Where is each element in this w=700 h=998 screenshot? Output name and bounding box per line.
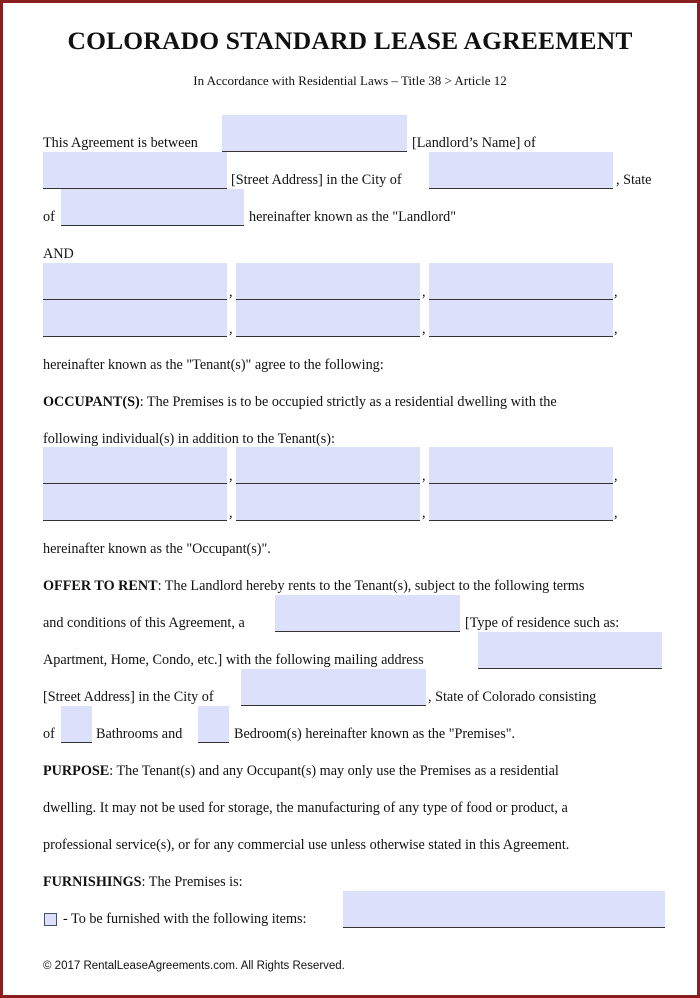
purpose-paragraph	[43, 762, 559, 780]
comma: ,	[422, 505, 426, 521]
state-text: , State	[616, 172, 652, 188]
landlord-name-label: [Landlord’s Name] of	[412, 135, 536, 151]
comma: ,	[614, 284, 618, 300]
purpose-text: : The Tenant(s) and any Occupant(s) may only use the Premises as a residential	[109, 763, 559, 779]
furnishings-heading: FURNISHINGS	[43, 874, 142, 890]
furnished-checkbox[interactable]	[44, 913, 57, 926]
document-title: COLORADO STANDARD LEASE AGREEMENT	[67, 26, 633, 55]
purpose-text-3: professional service(s), or for any commercial use unless otherwise stated in this Agreement.	[43, 837, 570, 853]
bathrooms-field[interactable]	[61, 706, 92, 743]
premises-city-field[interactable]	[241, 669, 426, 706]
copyright-footer: © 2017 RentalLeaseAgreements.com. All Rights Reserved.	[43, 960, 345, 972]
tenant-name-field-5[interactable]	[236, 300, 420, 337]
apartment-text: Apartment, Home, Condo, etc.] with the following mailing address	[43, 652, 424, 668]
comma: ,	[422, 284, 426, 300]
occupant-name-field-4[interactable]	[43, 484, 227, 521]
comma: ,	[614, 505, 618, 521]
comma: ,	[229, 284, 233, 300]
comma: ,	[422, 321, 426, 337]
street-address-city-text: [Street Address] in the City of	[231, 172, 402, 188]
hereinafter-landlord-text: hereinafter known as the "Landlord"	[249, 209, 456, 225]
furnished-option-text: - To be furnished with the following items:	[63, 911, 307, 927]
offer-text-2: and conditions of this Agreement, a	[43, 615, 245, 631]
hereinafter-occupants-text: hereinafter known as the "Occupant(s)".	[43, 541, 271, 557]
comma: ,	[422, 468, 426, 484]
occupant-name-field-3[interactable]	[429, 447, 613, 484]
furnishings-text: : The Premises is:	[141, 874, 243, 890]
bedrooms-field[interactable]	[198, 706, 229, 743]
comma: ,	[614, 321, 618, 337]
purpose-heading: PURPOSE	[43, 763, 110, 779]
occupant-name-field-6[interactable]	[429, 484, 613, 521]
residence-type-field[interactable]	[275, 595, 460, 632]
type-residence-text: [Type of residence such as:	[465, 615, 620, 631]
tenant-name-field-2[interactable]	[236, 263, 420, 300]
comma: ,	[614, 468, 618, 484]
bathrooms-and-text: Bathrooms and	[96, 726, 183, 742]
hereinafter-tenants-text: hereinafter known as the "Tenant(s)" agree to the following:	[43, 357, 384, 373]
occupants-text: : The Premises is to be occupied strictly as a residential dwelling with the	[139, 394, 557, 410]
occupant-name-field-1[interactable]	[43, 447, 227, 484]
tenant-name-field-1[interactable]	[43, 263, 227, 300]
tenant-name-field-3[interactable]	[429, 263, 613, 300]
tenant-name-field-6[interactable]	[429, 300, 613, 337]
document-subtitle: In Accordance with Residential Laws – Title 38 > Article 12	[193, 73, 507, 88]
offer-text: : The Landlord hereby rents to the Tenant(s), subject to the following terms	[157, 578, 585, 594]
state-colorado-text: , State of Colorado consisting	[428, 689, 597, 705]
comma: ,	[229, 468, 233, 484]
occupant-name-field-5[interactable]	[236, 484, 420, 521]
occupants-heading: OCCUPANT(S)	[43, 394, 140, 410]
occupants-paragraph	[43, 393, 557, 411]
comma: ,	[229, 505, 233, 521]
offer-paragraph	[43, 577, 584, 595]
of-text: of	[43, 209, 55, 225]
occupants-text-2: following individual(s) in addition to the Tenant(s):	[43, 431, 335, 447]
furnished-items-field[interactable]	[343, 891, 665, 928]
of-text-2: of	[43, 726, 55, 742]
mailing-address-field[interactable]	[478, 632, 662, 669]
tenant-name-field-4[interactable]	[43, 300, 227, 337]
street-city-text: [Street Address] in the City of	[43, 689, 214, 705]
occupant-name-field-2[interactable]	[236, 447, 420, 484]
landlord-city-field[interactable]	[429, 152, 613, 189]
purpose-text-2: dwelling. It may not be used for storage, the manufacturing of any type of food or product, a	[43, 800, 568, 816]
landlord-street-address-field[interactable]	[43, 152, 227, 189]
landlord-state-field[interactable]	[61, 189, 244, 226]
and-text: AND	[43, 246, 74, 262]
comma: ,	[229, 321, 233, 337]
offer-heading: OFFER TO RENT	[43, 578, 158, 594]
landlord-name-field[interactable]	[222, 115, 407, 152]
bedrooms-text: Bedroom(s) hereinafter known as the "Premises".	[234, 726, 516, 742]
agreement-between-text: This Agreement is between	[43, 135, 198, 151]
furnishings-paragraph	[43, 873, 243, 891]
